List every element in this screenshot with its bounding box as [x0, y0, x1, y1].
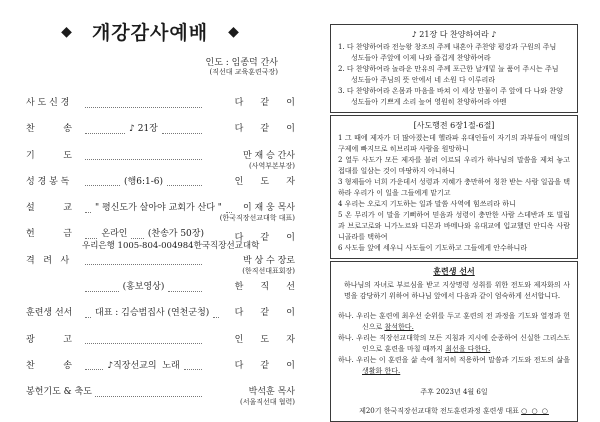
program-row — [26, 256, 295, 274]
hymn-verse-line: 성도들아 주님의 뜻 안에서 네 소원 다 이루리라 — [351, 76, 496, 84]
program-performer-sub: (한국직장선교대학 대표) — [219, 214, 295, 223]
program-account-line: 우리은행 1005-804-004984한국직장선교대학 — [82, 241, 260, 252]
oath-item: 하나. 우리는 직장선교대학의 모든 지침과 지시에 순종하여 신실한 그리스도인으로 훈련을 마칠 때까지 최선을 다한다. — [338, 334, 570, 353]
dotted-leader — [85, 231, 97, 239]
program-middle-line — [82, 98, 205, 109]
oath-intro: 하나님의 자녀로 부르심을 받고 지상명령 성취를 위한 전도와 제자화의 사명을 감당하기 위하여 하나님 앞에서 다음과 같이 엄숙하게 선서합니다. — [344, 281, 570, 300]
program-performer-sub: (사역부본부장) — [248, 161, 295, 170]
program-row — [26, 335, 295, 353]
program-row — [26, 177, 295, 195]
service-leader-info — [206, 55, 278, 77]
program-row — [26, 98, 295, 116]
dotted-leader — [85, 336, 202, 344]
program-row — [26, 282, 295, 300]
program-row — [26, 387, 295, 405]
scripture-verses — [338, 133, 570, 254]
program-performer: 다 같 이 — [234, 308, 295, 319]
program-middle-line — [82, 308, 210, 319]
program-middle-line — [82, 151, 205, 162]
right-page-boxes — [330, 24, 578, 422]
program-row — [26, 361, 295, 379]
program-list — [26, 98, 295, 414]
program-middle-text: 대표 : 김승범집사 (연천군청) — [95, 308, 210, 319]
hymn-verse-line: 2. 다 찬양하여라 놀라운 만유의 주께 포근한 날개밑 늘 품어 주시는 주님 — [338, 65, 559, 73]
program-item-label: 사 도 신 경 — [26, 98, 70, 108]
program-item-label: 헌 금 — [26, 229, 72, 240]
oath-signature-text: 제20기 한국직장선교대학 전도훈련과정 훈련생 대표 — [359, 407, 522, 415]
oath-signature-blank: ○ ○ ○ — [521, 407, 549, 415]
program-item-label: 성 경 봉 독 — [26, 176, 70, 187]
oath-box-title: 훈련생 선서 — [433, 266, 475, 276]
program-item-label: 찬 송 — [26, 124, 72, 135]
oath-signature — [338, 406, 570, 417]
oath-item: 하나. 우리는 이 훈련을 삶 속에 철저히 적용하여 말씀과 기도와 전도의 삶을 생활화 한다. — [338, 356, 570, 375]
program-middle-tail: (찬송가 50장) — [147, 229, 204, 240]
hymn-verse — [338, 64, 570, 86]
dotted-leader — [85, 310, 91, 318]
oath-item-underlined: 최선을 다한다. — [445, 345, 491, 353]
oath-box — [330, 261, 578, 422]
dotted-leader — [184, 362, 202, 370]
scripture-verse: 6 사도들 앞에 세우니 사도들이 기도하고 그들에게 안수하니라 — [338, 244, 528, 252]
dotted-leader — [167, 178, 202, 186]
hymn-verse — [338, 42, 570, 64]
dotted-leader — [85, 257, 202, 265]
program-middle-text: (행6:1-6) — [124, 176, 163, 187]
program-middle — [82, 98, 205, 109]
program-performer: 다 같 이 — [234, 360, 295, 371]
dotted-leader — [168, 284, 202, 292]
hymn-box — [330, 24, 578, 113]
program-middle-line — [82, 335, 205, 346]
dotted-leader — [85, 362, 103, 370]
program-middle — [82, 308, 210, 319]
program-middle — [92, 387, 205, 398]
program-performer-block — [205, 335, 295, 346]
oath-date: 주후 2023년 4월 6일 — [420, 388, 488, 396]
program-performer-block — [205, 124, 295, 135]
program-middle-text: " 평신도가 살아야 교회가 산다 " — [95, 203, 222, 214]
program-performer: 이 재 웅 목사 — [242, 203, 295, 214]
program-performer: 다 같 이 — [234, 232, 295, 243]
program-performer: 한 직 선 — [234, 282, 295, 293]
program-performer: 인 도 자 — [234, 176, 295, 187]
program-middle-line — [82, 203, 222, 214]
program-item-label: 봉헌기도 & 축도 — [26, 387, 92, 398]
program-middle-text: 온라인 — [101, 229, 128, 240]
dotted-leader — [85, 100, 202, 108]
program-middle — [82, 282, 205, 293]
page-title-text: 개강감사예배 — [91, 22, 209, 44]
hymn-verse-line: 1. 다 찬양하여라 전능왕 창조의 주께 내혼아 주찬양 평강과 구원의 주님 — [338, 43, 557, 51]
program-middle-line — [82, 177, 205, 188]
program-performer: 다 같 이 — [234, 98, 295, 108]
dotted-leader — [85, 284, 119, 292]
program-middle-text: ♪직장선교의 노래 — [107, 360, 180, 371]
program-row — [26, 151, 295, 169]
program-middle — [82, 229, 260, 252]
program-middle-line — [82, 124, 205, 135]
program-middle-line — [82, 256, 205, 267]
hymn-verse-line: 성도들아 기쁘게 소리 높여 영원히 찬양하여라 아멘 — [351, 98, 507, 106]
program-performer-block — [205, 151, 295, 171]
program-performer-sub: (서울직선대 협력) — [239, 398, 295, 407]
dotted-leader — [85, 152, 202, 160]
program-performer-block — [205, 387, 295, 407]
program-row — [26, 203, 295, 221]
scripture-verse: 1 그 때에 제자가 더 많아졌는데 헬라파 유대인들이 자기의 과부들이 매일의 구제에 빠지므로 히브리파 사람을 원망하니 — [338, 134, 570, 153]
dotted-leader — [85, 205, 91, 213]
diamond-icon: ◆ — [61, 23, 72, 40]
program-performer: 인 도 자 — [234, 334, 295, 345]
oath-item: 하나. 우리는 훈련에 최우선 순위를 두고 훈련의 전 과정을 기도와 열정과 헌신으로 참석한다. — [338, 312, 570, 331]
program-middle-text: (홍보영상) — [122, 282, 165, 293]
page-title — [0, 18, 300, 45]
scripture-verse: 5 온 무리가 이 말을 기뻐하여 믿음과 성령이 충만한 사람 스데반과 또 빌립과 브로고로와 니가노르와 디몬과 바메나와 유대교에 입교했던 안디옥 사람 니골라를 택하여 — [338, 211, 570, 241]
program-middle-line — [82, 282, 205, 293]
program-performer-block — [205, 282, 295, 293]
program-item-label: 찬 송 — [26, 360, 72, 371]
program-item-label: 광 고 — [26, 334, 72, 345]
program-item-label: 격 려 사 — [26, 255, 70, 266]
program-performer: 박 상 수 장로 — [242, 255, 295, 266]
program-performer-block — [205, 98, 295, 109]
oath-items — [338, 311, 570, 377]
hymn-verse — [338, 86, 570, 108]
program-item-label: 기 도 — [26, 150, 72, 161]
program-performer-sub: (한직선대표회장) — [242, 266, 295, 275]
program-item-label: 훈련생 선서 — [26, 308, 73, 319]
dotted-leader — [131, 231, 143, 239]
program-middle — [82, 151, 205, 162]
program-performer: 박석훈 목사 — [248, 387, 295, 398]
hymn-box-title: ♪ 21장 다 찬양하여라 ♪ — [411, 30, 497, 39]
program-performer-block — [205, 256, 295, 276]
program-performer: 다 같 이 — [234, 124, 295, 135]
bulletin-right-page — [300, 0, 600, 422]
program-item-label: 설 교 — [26, 203, 72, 214]
service-leader-title: (직선대 교육훈련국장) — [209, 68, 278, 76]
program-middle-line — [82, 229, 205, 240]
diamond-icon: ◆ — [228, 23, 239, 40]
program-row — [26, 229, 295, 252]
scripture-box — [330, 115, 578, 259]
scripture-verse: 2 열두 사도가 모든 제자를 불러 이르되 우리가 하나님의 말씀을 제쳐 놓고 접대를 일삼는 것이 마땅하지 아니하니 — [338, 156, 570, 175]
program-row — [26, 308, 295, 326]
dotted-leader — [95, 389, 202, 397]
program-middle — [82, 203, 222, 214]
program-middle — [82, 361, 205, 372]
program-performer-block — [205, 361, 295, 372]
program-middle-line — [82, 361, 205, 372]
oath-item-underlined: 참석한다. — [384, 323, 414, 331]
dotted-leader — [85, 126, 125, 134]
program-row — [26, 124, 295, 142]
dotted-leader — [85, 178, 120, 186]
program-middle — [82, 177, 205, 188]
dotted-leader — [162, 126, 202, 134]
hymn-verses — [338, 42, 570, 108]
program-performer: 만 재 승 간사 — [242, 150, 295, 161]
hymn-verse-line: 3. 다 찬양하여라 온몸과 마음을 바쳐 이 세상 만물이 주 앞에 다 나와 찬양 — [338, 87, 563, 95]
program-middle — [82, 256, 205, 267]
scripture-verse: 3 형제들아 너희 가운데서 성령과 지혜가 충만하여 칭찬 받는 사람 일곱을 택하라 우리가 이 일을 그들에게 맡기고 — [338, 178, 570, 197]
scripture-box-title: [사도행전 6장1절-6절] — [413, 121, 495, 130]
program-middle — [82, 335, 205, 346]
program-performer-block — [205, 308, 295, 319]
program-performer-block — [205, 233, 295, 244]
program-performer-block — [205, 177, 295, 188]
service-leader-name: 인도 : 임종덕 간사 — [205, 58, 278, 68]
program-middle-line — [92, 387, 205, 398]
program-performer-block — [205, 203, 295, 223]
program-middle — [82, 124, 205, 135]
scripture-verse: 4 우리는 오로지 기도하는 일과 말씀 사역에 힘쓰리라 하니 — [338, 200, 516, 208]
program-middle-text: ♪ 21장 — [129, 124, 158, 135]
oath-item-underlined: 생활화 한다. — [362, 367, 401, 375]
hymn-verse-line: 성도들아 주앞에 이제 나와 즐겁게 찬양하여라 — [351, 54, 491, 62]
